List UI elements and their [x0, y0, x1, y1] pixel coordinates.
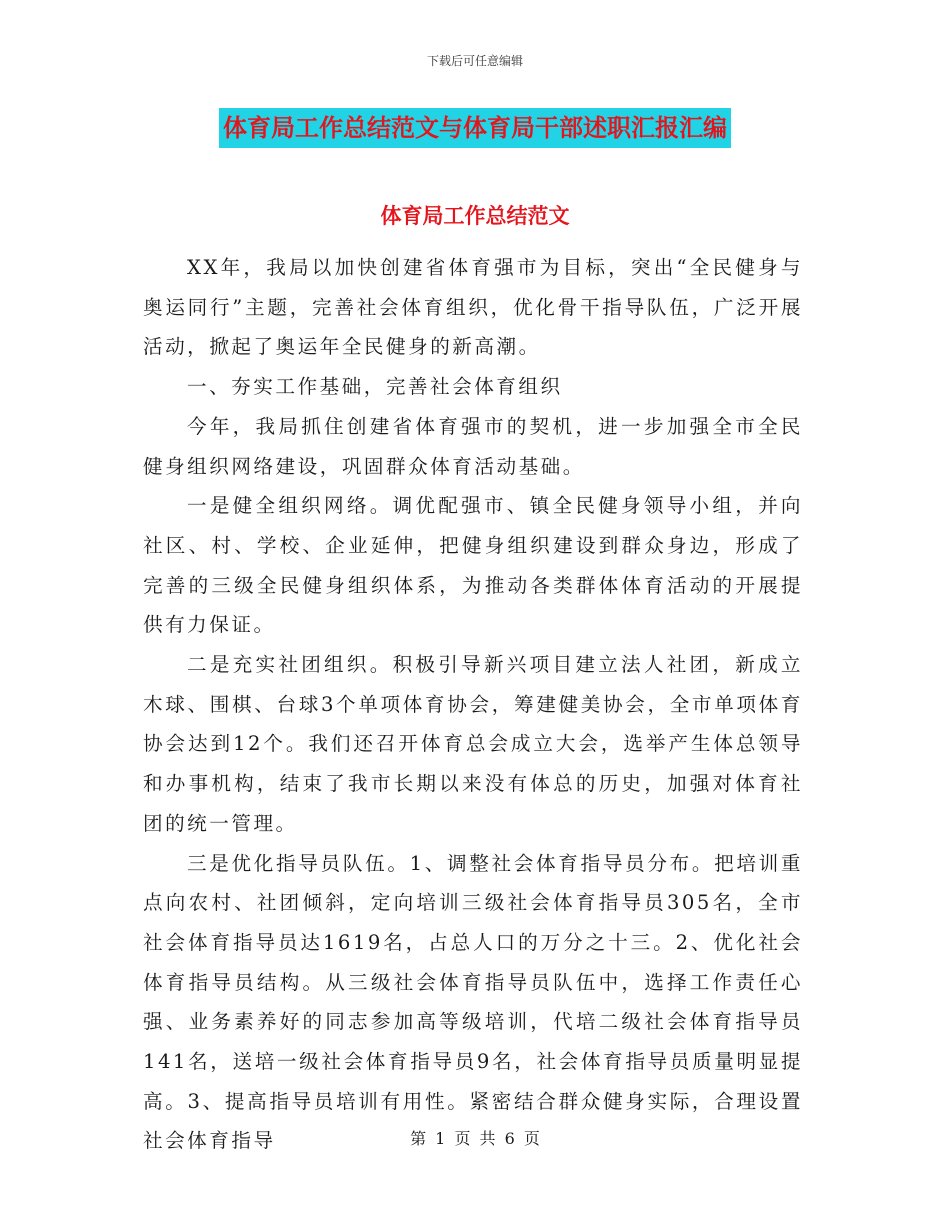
document-title: 体育局工作总结范文与体育局干部述职汇报汇编 [219, 108, 731, 148]
paragraph-5: 三是优化指导员队伍。1、调整社会体育指导员分布。把培训重点向农村、社团倾斜，定向培训三级社会体育指导员305名，全市社会体育指导员达1619名，占总人口的万分之十三。2、优化社会体育指导员结构。从三级社会体育指导员队伍中，选择工作责任心强、业务素养好的同志参加高等级培训，代培二级社会体育指导员141名，送培一级社会体育指导员9名，社会体育指导员质量明显提高。3、提高指导员培训有用性。紧密结合群众健身实际，合理设置社会体育指导 [143, 851, 803, 1153]
paragraph-2: 今年，我局抓住创建省体育强市的契机，进一步加强全市全民健身组织网络建设，巩固群众体育活动基础。 [143, 414, 803, 478]
paragraph-3: 一是健全组织网络。调优配强市、镇全民健身领导小组，并向社区、村、学校、企业延伸，把健身组织建设到群众身边，形成了完善的三级全民健身组织体系，为推动各类群体体育活动的开展提供有力保证。 [143, 494, 803, 637]
paragraph-intro: XX年，我局以加快创建省体育强市为目标，突出“全民健身与奥运同行”主题，完善社会体育组织，优化骨干指导队伍，广泛开展活动，掀起了奥运年全民健身的新高潮。 [143, 256, 803, 359]
section-title: 体育局工作总结范文 [380, 203, 570, 228]
paragraph-heading-1: 一、夯实工作基础，完善社会体育组织 [187, 375, 563, 399]
page-number-footer: 第 1 页 共 6 页 [410, 1129, 540, 1148]
document-title-container [0, 108, 950, 148]
paragraph-4: 二是充实社团组织。积极引导新兴项目建立法人社团，新成立木球、围棋、台球3个单项体育协会，筹建健美协会，全市单项体育协会达到12个。我们还召开体育总会成立大会，选举产生体总领导和办事机构，结束了我市长期以来没有体总的历史，加强对体育社团的统一管理。 [143, 653, 803, 835]
document-body [143, 248, 803, 1161]
header-note: 下载后可任意编辑 [426, 54, 523, 68]
